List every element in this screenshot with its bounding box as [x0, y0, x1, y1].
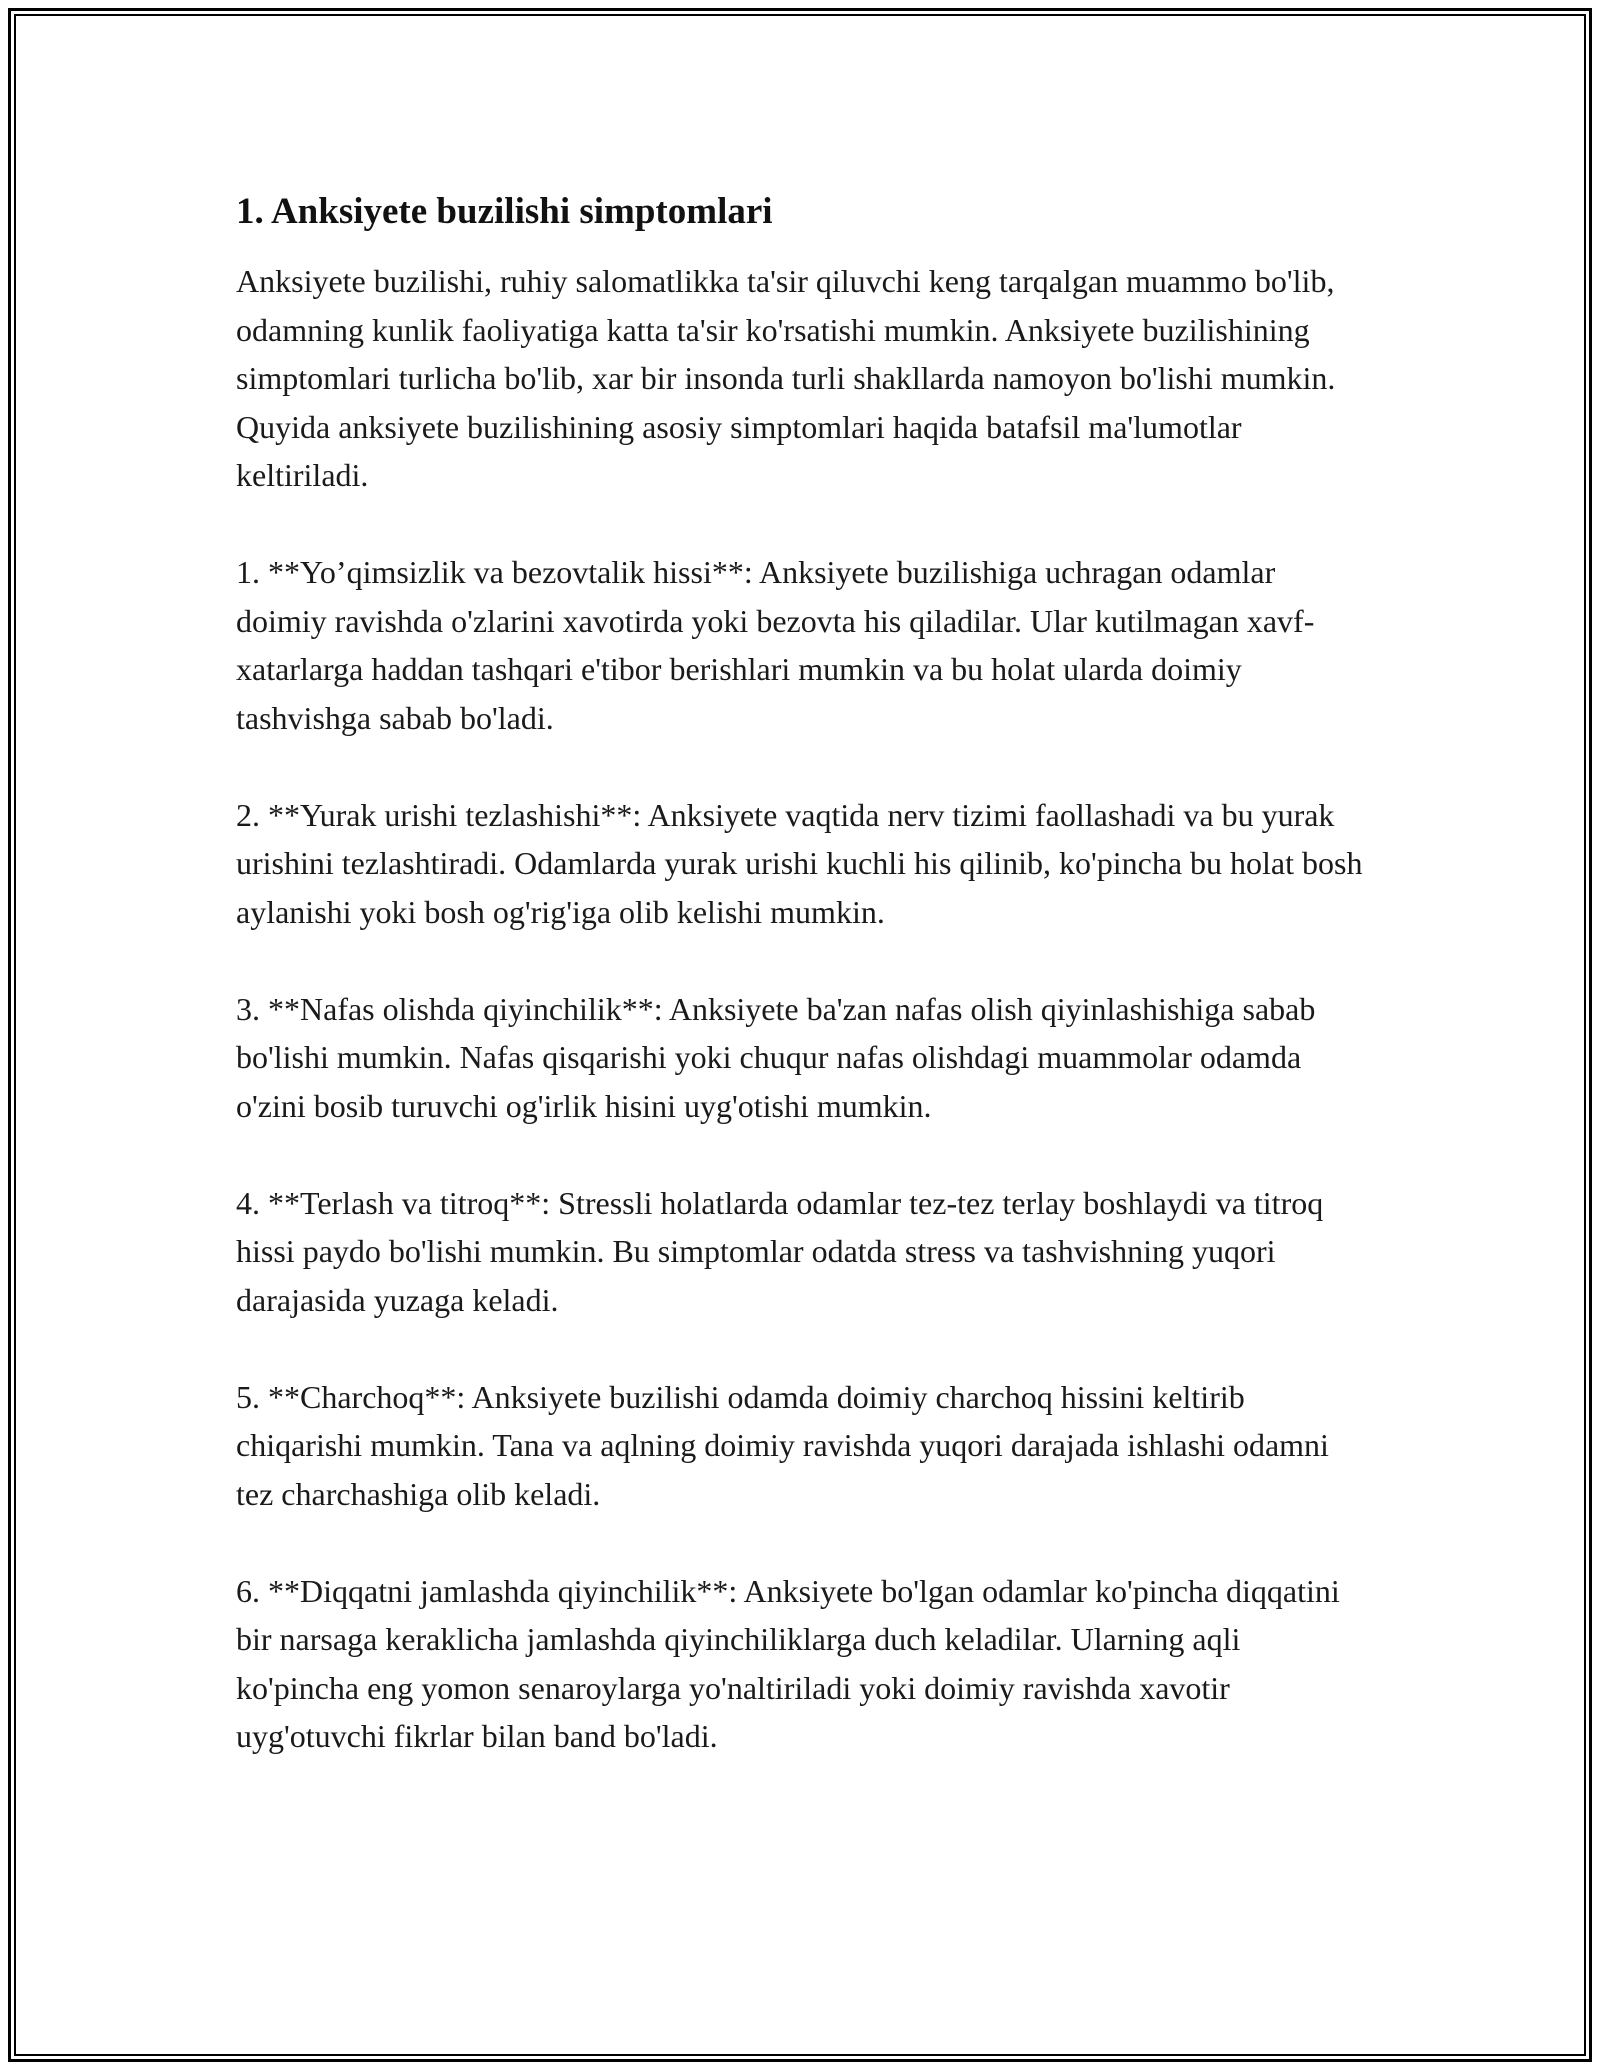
symptom-item-3: 3. **Nafas olishda qiyinchilik**: Anksiyete ba'zan nafas olish qiyinlashishiga sabab bo'lishi mumkin. Nafas qisqarishi yoki chuqur nafas olishdagi muammolar odamda o'zini bosib turuvchi og'irlik hisini uyg'otishi mumkin. [236, 990, 1316, 1124]
symptom-item-2: 2. **Yurak urishi tezlashishi**: Anksiyete vaqtida nerv tizimi faollashadi va bu yurak urishini tezlashtiradi. Odamlarda yurak urishi kuchli his qilinib, ko'pincha bu holat bosh aylanishi yoki bosh og'rig'iga olib kelishi mumkin. [236, 796, 1363, 930]
symptom-item-1: 1. **Yo’qimsizlik va bezovtalik hissi**: Anksiyete buzilishiga uchragan odamlar doimiy ravishda o'zlarini xavotirda yoki bezovta his qiladilar. Ular kutilmagan xavf-xatarlarga haddan tashqari e'tibor berishlari mumkin va bu holat ularda doimiy tashvishga sabab bo'ladi. [236, 554, 1315, 736]
symptom-item-4: 4. **Terlash va titroq**: Stressli holatlarda odamlar tez-tez terlay boshlaydi va titroq hissi paydo bo'lishi mumkin. Bu simptomlar odatda stress va tashvishning yuqori darajasida yuzaga keladi. [236, 1184, 1324, 1318]
intro-paragraph: Anksiyete buzilishi, ruhiy salomatlikka ta'sir qiluvchi keng tarqalgan muammo bo'lib, odamning kunlik faoliyatiga katta ta'sir ko'rsatishi mumkin. Anksiyete buzilishining simptomlari turlicha bo'lib, xar bir insonda turli shakllarda namoyon bo'lishi mumkin. Quyida anksiyete buzilishining asosiy simptomlari haqida batafsil ma'lumotlar keltiriladi. [236, 263, 1336, 493]
document-title: 1. Anksiyete buzilishi simptomlari [236, 191, 773, 232]
symptom-item-6: 6. **Diqqatni jamlashda qiyinchilik**: Anksiyete bo'lgan odamlar ko'pincha diqqatini bir narsaga keraklicha jamlashda qiyinchiliklarga duch keladilar. Ularning aqli ko'pincha eng yomon senaroylarga yo'naltiriladi yoki doimiy ravishda xavotir uyg'otuvchi fikrlar bilan band bo'ladi. [236, 1572, 1340, 1754]
symptom-item-5: 5. **Charchoq**: Anksiyete buzilishi odamda doimiy charchoq hissini keltirib chiqarishi mumkin. Tana va aqlning doimiy ravishda yuqori darajada ishlashi odamni tez charchashiga olib keladi. [236, 1378, 1329, 1512]
document-body [236, 188, 1366, 1809]
